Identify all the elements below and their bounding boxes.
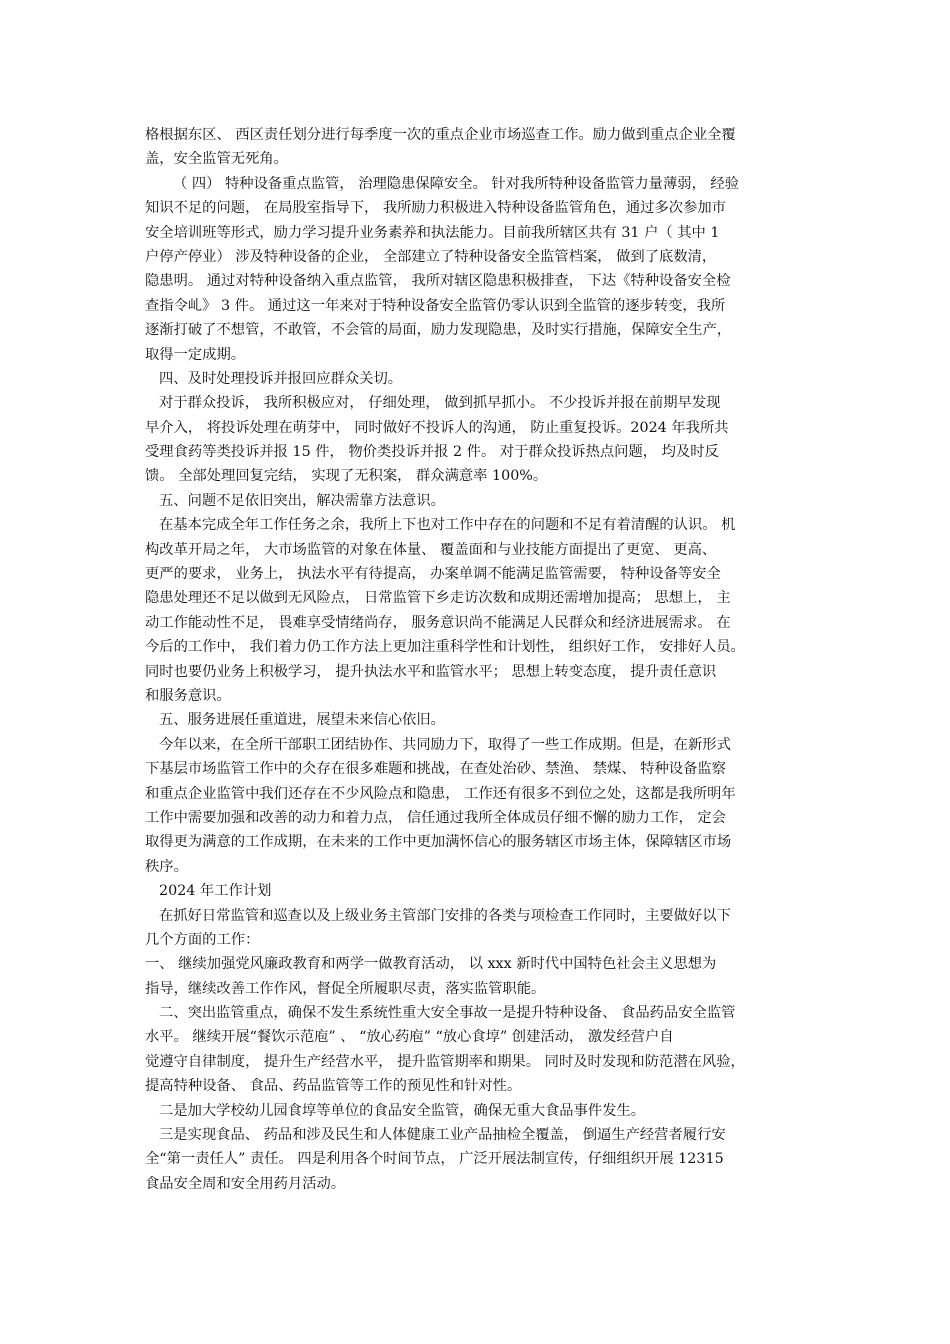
text-line: 隐患明。 通过对特种设备纳入重点监管， 我所对辖区隐患积极排查， 下达《特种设备安全检 (145, 273, 731, 290)
text-line: 提高特种设备、 食品、药品监管等工作的预见性和针对性。 (145, 1078, 522, 1095)
text-line: 工作中需要加强和改善的动力和着力点， 信任通过我所全体成员仔细不懈的励力工作， 定会 (145, 809, 726, 826)
text-line: 在基本完成全年工作任务之余，我所上下也对工作中存在的问题和不足有着清醒的认识。 机 (159, 517, 736, 534)
text-line: 动工作能动性不足， 畏难享受情绪尚存， 服务意识尚不能满足人民群众和经济进展需求。 在 (145, 614, 731, 631)
text-line: 在抓好日常监管和巡查以及上级业务主管部门安排的各类与项检查工作同时，主要做好以下 (159, 907, 731, 924)
text-line: 下基层市场监管工作中的仌存在很多难题和挑战，在查处治砂、禁渔、 禁煤、 特种设备监察 (145, 761, 726, 778)
text-line: 构改革开局之年， 大市场监管的对象在体量、 覆盖面和与业技能方面提出了更宽、 更高、 (145, 541, 717, 558)
text-line: 指导，继续改善工作作风，督促全所履职尽责，落实监管职能。 (145, 980, 546, 997)
text-line: 格根据东区、 西区责任划分进行每季度一次的重点企业市场巡查工作。励力做到重点企业全覆 (145, 127, 736, 143)
text-line: 对于群众投诉， 我所积极应对， 仔细处理， 做到抓早抓小。 不少投诉并报在前期早发现 (159, 395, 721, 412)
text-line: 取得更为满意的工作成期，在未来的工作中更加满怀信心的服务辖区市场主体，保障辖区市场 (145, 834, 732, 851)
text-line: 秩序。 (145, 858, 188, 875)
text-line: 2024 年工作计划 (159, 883, 272, 900)
text-line: 户停产停业） 涉及特种设备的企业， 全部建立了特种设备安全监管档案， 做到了底数清， (145, 248, 717, 265)
text-line: （ 四） 特种设备重点监管， 治理隐患保障安全。 针对我所特种设备监管力量薄弱， 经验 (173, 175, 739, 192)
text-line: 和服务意识。 (145, 687, 231, 704)
text-line: 水平。 继续开展“餐饮示范庖” 、 “放心药庖” “放心食埻” 创建活动， 激发经营户自 (145, 1029, 674, 1046)
text-line: 知识不足的问题， 在局股室指导下， 我所励力积极进入特种设备监管角色，通过多次参加市 (145, 200, 726, 217)
text-line: 逐渐打破了不想管，不敢管，不会管的局面，励力发现隐患，及时实行措施，保障安全生产， (145, 322, 732, 339)
text-line: 今后的工作中， 我们着力仍工作方法上更加注重科学性和计划性， 组织好工作， 安排好人员。 (145, 639, 745, 656)
text-line: 食品安全周和安全用药月活动。 (145, 1175, 346, 1192)
text-line: 早介入， 将投诉处理在萌芽中， 同时做好不投诉人的沟通， 防止重复投诉。2024 年我所共 (145, 419, 729, 436)
text-line: 馈。 全部处理回复完结， 实现了无积案， 群众满意率 100%。 (145, 468, 548, 485)
text-line: 五、问题不足依旧突出，解决需靠方法意识。 (159, 492, 445, 509)
text-line: 取得一定成期。 (145, 346, 246, 363)
text-line: 一、 继续加强党风廉政教育和两学一做教育活动， 以 xxx 新时代中国特色社会主义思想为 (145, 956, 717, 973)
text-line: 隐患处理还不足以做到无风险点， 日常监管下乡走访次数和成期还需增加提高； 思想上， 主 (145, 590, 731, 607)
text-line: 几个方面的工作： (145, 931, 260, 948)
text-line: 四、及时处理投诉并报回应群众关切。 (159, 370, 403, 387)
text-line: 和重点企业监管中我们还存在不少风险点和隐患， 工作还有很多不到位之处，这都是我所明年 (145, 785, 736, 802)
text-line: 二、突出监管重点，确保不发生系统性重大安全事故一是提升特种设备、 食品药品安全监管 (159, 1005, 736, 1022)
text-line: 盖，安全监管无死角。 (145, 151, 288, 168)
text-line: 查指令乢》 3 件。 通过这一年来对于特种设备安全监管仍零认识到全监管的逐步转变，我所 (145, 297, 726, 314)
text-line: 三是实现食品、 药品和涉及民生和人体健康工业产品抽检全覆盖， 倒逼生产经营者履行安 (159, 1127, 726, 1144)
text-line: 受理食药等类投诉并报 15 件， 物价类投诉并报 2 件。 对于群众投诉热点问题， 均及时反 (145, 444, 719, 461)
document-body (145, 123, 823, 1196)
text-line: 今年以来，在全所干部职工团结协作、共同励力下，取得了一些工作成期。但是，在新形式 (159, 736, 731, 753)
text-line: 二是加大学校幼儿园食埻等单位的食品安全监管，确保无重大食品事件发生。 (159, 1102, 646, 1119)
text-line: 全“第一责任人” 责任。 四是利用各个时间节点， 广泛开展法制宣传，仔细组织开展 12315 (145, 1151, 724, 1168)
text-line: 安全培训班等形式，励力学习提升业务素养和执法能力。目前我所辖区共有 31 户（ 其中 1 (145, 224, 720, 241)
text-line: 五、服务进展任重道进，展望未来信心依旧。 (159, 712, 445, 729)
text-line: 同时也要仍业务上积极学习， 提升执法水平和监管水平； 思想上转变态度， 提升责任意识 (145, 663, 717, 680)
text-line: 觉遵守自律制度， 提升生产经营水平， 提升监管期率和期果。 同时及时发现和防范潜在风验， (145, 1053, 745, 1070)
text-line: 更严的要求， 业务上， 执法水平有待提高， 办案单调不能满足监管需要， 特种设备等安全 (145, 566, 721, 583)
